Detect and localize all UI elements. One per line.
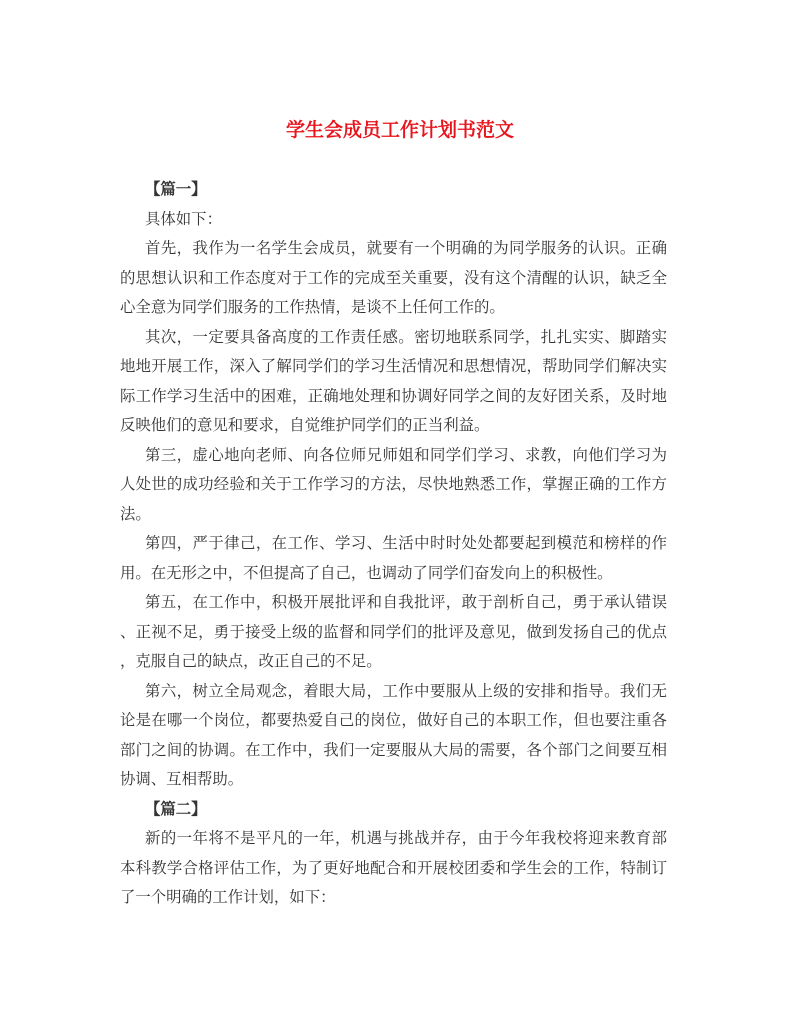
- section-heading-1: 【篇一】: [145, 180, 207, 198]
- paragraph-line: 首先，我作为一名学生会成员，就要有一个明确的为同学服务的认识。正确: [145, 239, 667, 257]
- paragraph-5: [120, 588, 667, 677]
- paragraph-line: 新的一年将不是平凡的一年，机遇与挑战并存，由于今年我校将迎来教育部: [145, 829, 667, 847]
- paragraph-line: 第六，树立全局观念，着眼大局，工作中要服从上级的安排和指导。我们无: [145, 681, 667, 700]
- document-title: 学生会成员工作计划书范文: [285, 119, 514, 141]
- paragraph-line: 论是在哪一个岗位，都要热爱自己的岗位，做好自己的本职工作，但也要注重各: [120, 711, 667, 729]
- paragraph-1: [120, 234, 667, 323]
- paragraph-line: 第五，在工作中，积极开展批评和自我批评，敢于剖析自己，勇于承认错误: [145, 593, 667, 611]
- paragraph-3: [120, 441, 667, 530]
- paragraph-6: [120, 677, 667, 795]
- paragraph-line: 地地开展工作，深入了解同学们的学习生活情况和思想情况，帮助同学们解决实: [120, 357, 667, 375]
- paragraph-2: [120, 323, 667, 441]
- paragraph-line: 反映他们的意见和要求，自觉维护同学们的正当利益。: [120, 416, 490, 434]
- paragraph-line: 协调、互相帮助。: [120, 770, 244, 788]
- paragraph-line: 本科教学合格评估工作，为了更好地配合和开展校团委和学生会的工作，特制订: [120, 858, 667, 877]
- paragraph-line: 部门之间的协调。在工作中，我们一定要服从大局的需要，各个部门之间要互相: [120, 740, 667, 759]
- paragraph-line: 了一个明确的工作计划，如下：: [120, 888, 336, 906]
- paragraph-line: 心全意为同学们服务的工作热情，是谈不上任何工作的。: [120, 298, 505, 316]
- intro-line: 具体如下：: [145, 209, 222, 228]
- paragraph-line: 、正视不足，勇于接受上级的监督和同学们的批评及意见，做到发扬自己的优点: [120, 622, 667, 641]
- paragraph-line: 法。: [120, 504, 151, 523]
- paragraph-line: 第四，严于律己，在工作、学习、生活中时时处处都要起到模范和榜样的作: [145, 534, 667, 552]
- section-heading-2: 【篇二】: [145, 799, 207, 818]
- paragraph-line: 际工作学习生活中的困难，正确地处理和协调好同学之间的友好团关系，及时地: [120, 386, 667, 405]
- paragraph-line: 其次，一定要具备高度的工作责任感。密切地联系同学，扎扎实实、脚踏实: [145, 327, 667, 346]
- paragraph-7: [120, 824, 667, 913]
- paragraph-line: 第三，虚心地向老师、向各位师兄师姐和同学们学习、求教，向他们学习为: [145, 445, 667, 464]
- document-body: [120, 175, 667, 913]
- paragraph-4: [120, 529, 667, 588]
- paragraph-line: 的思想认识和工作态度对于工作的完成至关重要，没有这个清醒的认识，缺乏全: [120, 268, 667, 287]
- paragraph-line: ，克服自己的缺点，改正自己的不足。: [120, 652, 382, 670]
- paragraph-line: 用。在无形之中，不但提高了自己，也调动了同学们奋发向上的积极性。: [120, 563, 613, 582]
- paragraph-line: 人处世的成功经验和关于工作学习的方法，尽快地熟悉工作，掌握正确的工作方: [120, 475, 667, 493]
